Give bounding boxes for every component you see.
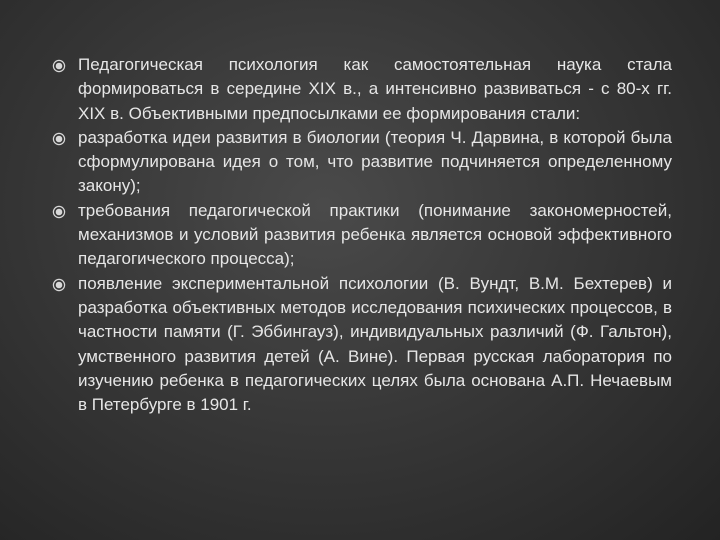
bullet-list	[52, 53, 672, 417]
bullet-item	[52, 199, 672, 272]
circled-dot-icon	[52, 59, 66, 73]
circled-dot-icon	[52, 278, 66, 292]
bullet-text: Педагогическая психология как самостоятельная наука стала формироваться в середине XIX в., а интенсивно развиваться - с 80-х гг. XIX в. Объективными предпосылками ее формирования стали:	[78, 55, 672, 123]
bullet-item	[52, 272, 672, 418]
circled-dot-icon	[52, 132, 66, 146]
bullet-text: требования педагогической практики (понимание закономерностей, механизмов и условий развития ребенка является основой эффективного педагогического процесса);	[78, 200, 672, 269]
circled-dot-icon	[52, 205, 66, 219]
bullet-item	[52, 126, 672, 199]
bullet-text: разработка идеи развития в биологии (теория Ч. Дарвина, в которой была сформулирована идея о том, что развитие подчиняется определенному закону);	[78, 127, 672, 196]
bullet-text: появление экспериментальной психологии (В. Вундт, В.М. Бехтерев) и разработка объективных методов исследования психических процессов, в частности памяти (Г. Эббингауз), индивидуальных различий (Ф. Гальтон), умственного развития детей (А. Вине). Первая русская лаборатория по изучению ребенка в педагогических целях была основана А.П. Нечаевым в Петербурге в 1901 г.	[78, 273, 672, 415]
bullet-item	[52, 53, 672, 126]
